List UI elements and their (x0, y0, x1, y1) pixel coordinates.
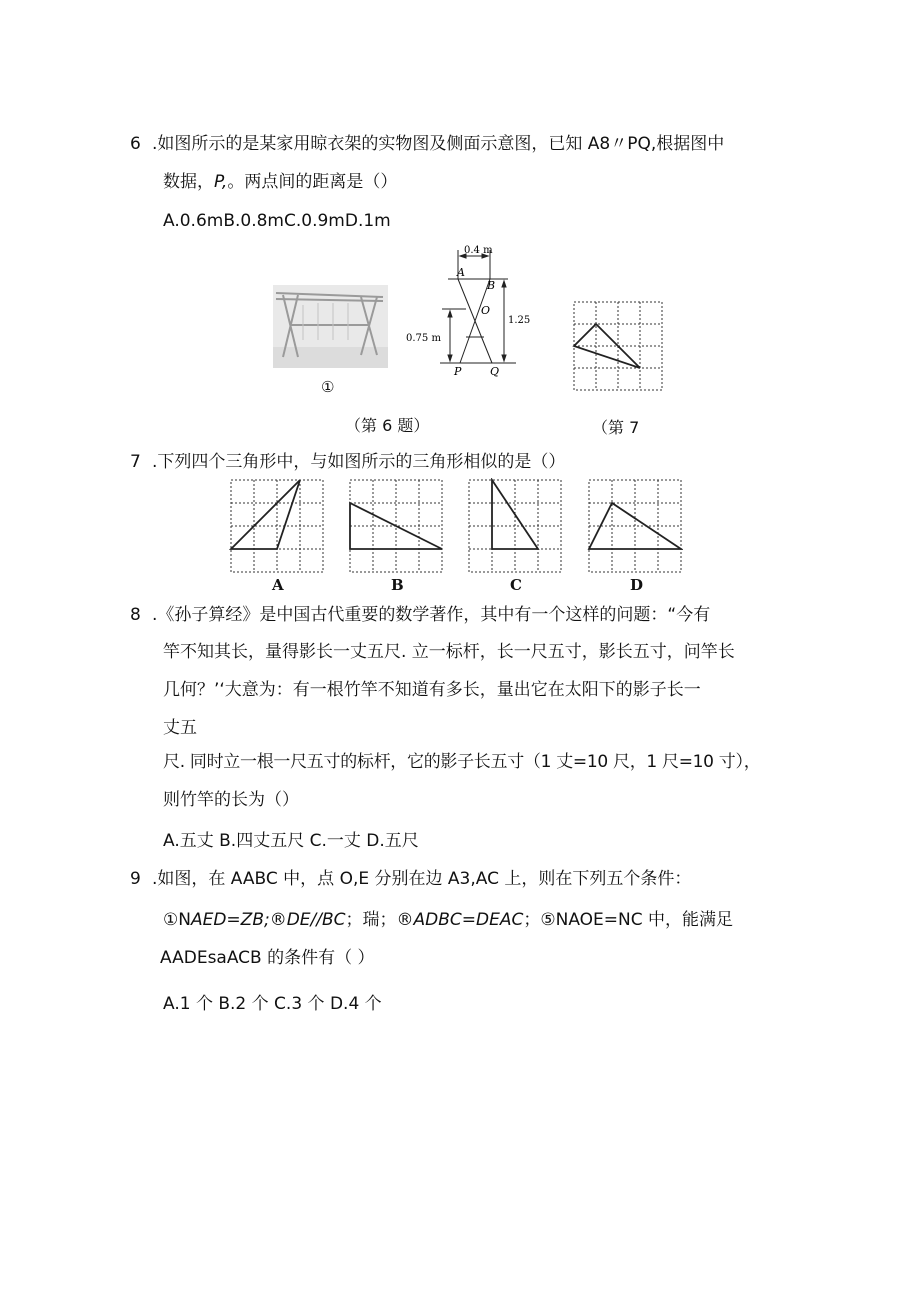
q7-option-d-label: D (630, 576, 644, 594)
point-b-label: B (487, 279, 496, 292)
q9-line2-c: ；瑞； (345, 910, 397, 930)
q9-number: 9 (130, 869, 141, 889)
point-p-label: P (454, 365, 462, 377)
q9-line3: AADEsaACB 的条件有（ ） (160, 948, 375, 968)
q7-option-b-figure (348, 478, 444, 574)
q8-line2: 竿不知其长，量得影长一丈五尺. 立一标杆，长一尺五寸，影长五寸，问竿长 (163, 642, 735, 662)
q7-reference-triangle (572, 300, 664, 392)
q9-line2 (163, 909, 733, 931)
q9-line2-b: AED=ZB;®DE//BC (190, 910, 346, 930)
q7-option-c-figure (467, 478, 563, 574)
dim-left-label: 0.75 m (406, 333, 441, 344)
q9-line2-e: ；⑤NAOE=NC 中，能满足 (523, 910, 734, 930)
q9-line2-a: ①N (163, 910, 191, 930)
q7-figure-caption: （第 7 (592, 418, 640, 437)
q7-option-d-figure (587, 478, 683, 574)
q6-figure-caption: （第 6 题） (345, 416, 430, 435)
q7-option-a-label: A (272, 576, 284, 594)
q6-line2 (163, 171, 397, 193)
q9-line1: .如图，在 AABC 中，点 O,E 分别在边 A3,AC 上，则在下列五个条件： (152, 869, 692, 889)
point-a-label: A (457, 266, 465, 279)
q7-option-b-label: B (391, 576, 404, 594)
q6-number: 6 (130, 134, 141, 154)
q6-line2-a: 数据， (163, 172, 214, 192)
dim-top-label: 0.4 m (464, 245, 493, 256)
drying-rack-photo (273, 285, 388, 368)
q8-line1: .《孙子算经》是中国古代重要的数学著作，其中有一个这样的问题：“今有 (152, 605, 711, 625)
q6-line2-b: P, (214, 172, 228, 192)
q9-options: A.1 个 B.2 个 C.3 个 D.4 个 (163, 994, 382, 1014)
q9-line2-d: ®ADBC=DEAC (396, 910, 524, 930)
q8-line5: 尺. 同时立一根一尺五寸的标杆，它的影子长五寸（1 丈=10 尺，1 尺=10 寸）， (163, 752, 761, 772)
q6-line1: .如图所示的是某家用晾衣架的实物图及侧面示意图，已知 A8〃PQ,根据图中 (152, 134, 725, 154)
q7-number: 7 (130, 452, 141, 472)
q8-options: A.五丈 B.四丈五尺 C.一丈 D.五尺 (163, 831, 419, 851)
q6-line2-c: 。两点间的距离是（） (227, 172, 398, 192)
q8-number: 8 (130, 605, 141, 625)
q8-line6: 则竹竿的长为（） (163, 790, 299, 810)
q6-options: A.0.6mB.0.8mC.0.9mD.1m (163, 211, 391, 231)
drying-rack-side-diagram (404, 245, 544, 377)
photo-caption: ① (321, 378, 335, 396)
point-q-label: Q (490, 365, 500, 377)
q8-line4: 丈五 (163, 718, 197, 738)
q7-option-c-label: C (510, 576, 522, 594)
point-o-label: O (481, 304, 491, 317)
q7-line1: .下列四个三角形中，与如图所示的三角形相似的是（） (152, 452, 566, 472)
q8-line3: 几何？’‘大意为：有一根竹竿不知道有多长，量出它在太阳下的影子长一 (163, 680, 701, 700)
q7-option-a-figure (229, 478, 325, 574)
dim-right-label: 1.25 (508, 315, 531, 326)
